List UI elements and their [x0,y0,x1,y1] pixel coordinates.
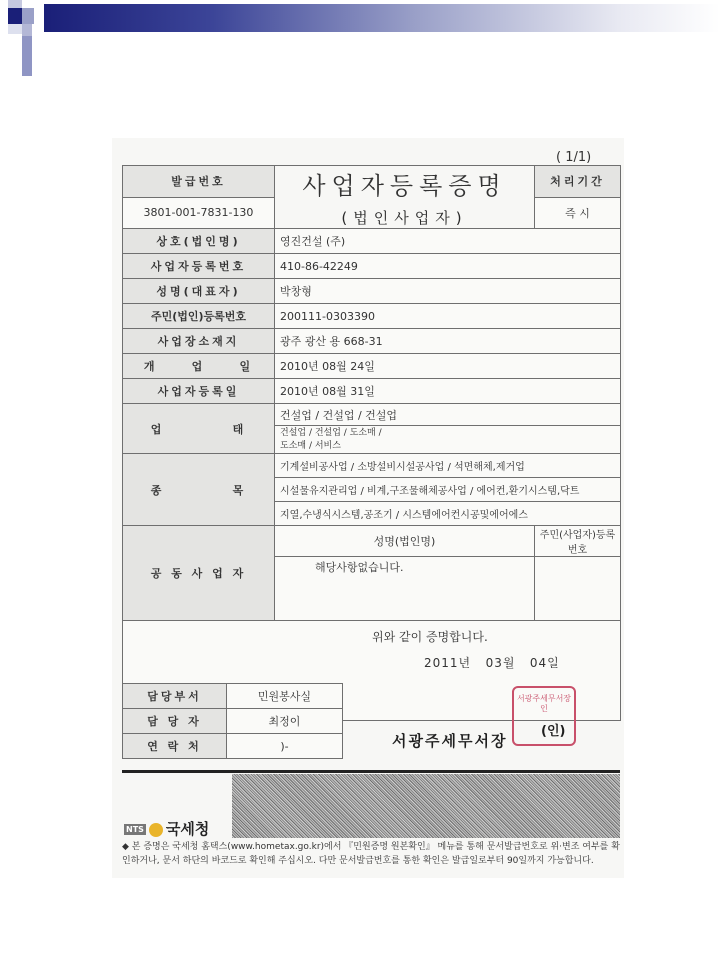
joint-id-header: 주민(사업자)등록번호 [535,526,621,557]
business-type-sub-2: 도소매 / 서비스 [280,440,341,451]
nts-logo [124,818,209,839]
footer-divider [122,770,620,773]
person-value: 최정이 [227,709,343,734]
deco-square-mid [22,24,32,36]
company-name: 영진건설 (주) [275,229,621,254]
deco-square-dark [22,36,32,76]
joint-name-header: 성명(법인명) [275,526,535,557]
corp-id: 200111-0303390 [275,304,621,329]
deco-square-light [22,8,34,24]
header-gradient-bar [44,4,720,32]
person-label: 담 당 자 [123,709,227,734]
deco-square-light [8,24,22,34]
open-date-label: 개 업 일 [123,354,275,379]
items-label: 종 목 [123,454,275,526]
confirmation-text: 위와 같이 증명합니다. [372,630,488,644]
business-type-main: 건설업 / 건설업 / 건설업 [275,404,621,426]
representative-label: 성명(대표자) [123,279,275,304]
joint-business-label: 공 동 사 업 자 [123,526,275,621]
seal-mark: (인) [541,724,566,739]
processing-label: 처리기간 [535,166,621,198]
verification-notice: ◆ 본 증명은 국세청 홈택스(www.hometax.go.kr)에서 『민원증명 원본확인』 메뉴를 통해 문서발급번호로 위·변조 여부를 확인하거나, 문서 하단의 바코드로 확인해 주십시오. 다만 문서발급번호를 통한 확인은 발급일로부터 90일까지 가능합니다. [122,842,620,866]
issue-number: 3801-001-7831-130 [123,197,275,229]
deco-square-light [8,0,22,8]
dept-label: 담당부서 [123,684,227,709]
address: 광주 광산 용 668-31 [275,329,621,354]
official-seal: 서광주세무서장인 [512,686,576,746]
reg-date: 2010년 08월 31일 [275,379,621,404]
reg-number-label: 사업자등록번호 [123,254,275,279]
contact-table [122,683,343,759]
document-subtitle: (법인사업자) [341,209,468,227]
deco-square-dark [8,8,22,24]
reg-number: 410-86-42249 [275,254,621,279]
items-line-2: 시설물유지관리업 / 비계,구조물해체공사업 / 에어컨,환기시스템,닥트 [275,478,621,502]
business-type-label: 업 태 [123,404,275,454]
address-label: 사업장소재지 [123,329,275,354]
nts-agency-name: 국세청 [165,820,210,838]
corp-id-label: 주민(법인)등록번호 [123,304,275,329]
issue-date: 2011년 03월 04일 [424,656,560,670]
open-date: 2010년 08월 24일 [275,354,621,379]
phone-label: 연 락 처 [123,734,227,759]
tax-office-name: 서광주세무서장 [392,732,508,750]
issue-number-label: 발급번호 [123,166,275,198]
verification-barcode [232,774,620,838]
items-line-3: 지열,수냉식시스템,공조기 / 시스템에어컨시공및에어에스 [275,502,621,526]
business-type-sub-1: 건설업 / 건설업 / 도소매 / [280,427,382,438]
processing-value: 즉 시 [535,197,621,229]
joint-value: 해당사항없습니다. [315,561,404,574]
dept-value: 민원봉사실 [227,684,343,709]
reg-date-label: 사업자등록일 [123,379,275,404]
nts-emblem-icon [149,823,163,837]
representative: 박창형 [275,279,621,304]
items-line-1: 기계설비공사업 / 소방설비시설공사업 / 석면해체,제거업 [275,454,621,478]
joint-id-value [535,557,621,621]
company-name-label: 상호(법인명) [123,229,275,254]
page-number: ( 1/1) [556,150,592,165]
document-title: 사업자등록증명 [302,172,507,200]
phone-value: )- [227,734,343,759]
nts-badge: NTS [126,825,144,834]
